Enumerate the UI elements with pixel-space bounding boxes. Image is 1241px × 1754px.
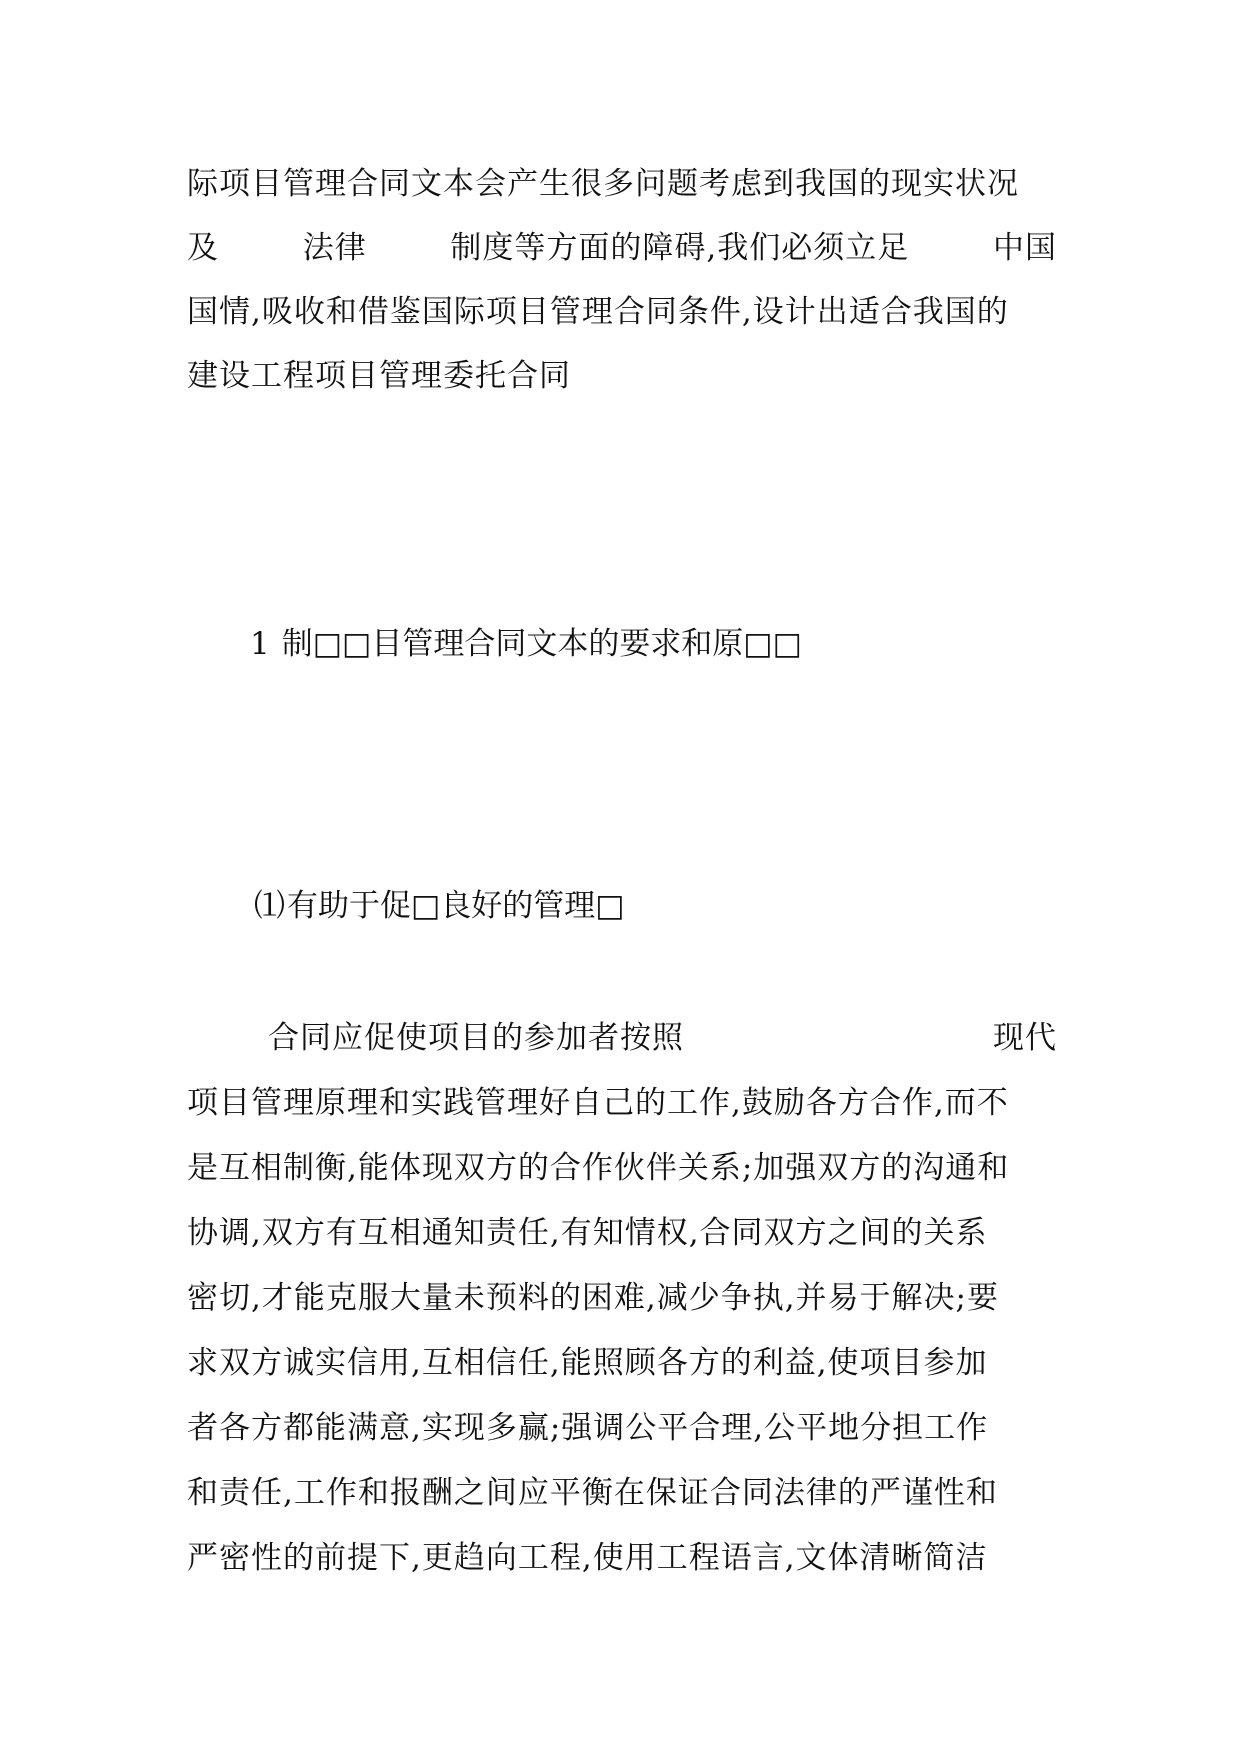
section-title: 制□□目管理合同文本的要求和原□□ xyxy=(281,626,802,662)
body-line-1-part-1: 合同应促使项目的参加者按照 xyxy=(268,1020,684,1056)
body-line-9: 严密性的前提下,更趋向工程,使用工程语言,文体清晰简洁 xyxy=(187,1540,988,1576)
intro-line-2-part-4: 中国 xyxy=(992,230,1057,266)
subsection-number: ⑴ xyxy=(254,888,285,924)
intro-line-4: 建设工程项目管理委托合同 xyxy=(187,358,571,394)
body-line-7: 者各方都能满意,实现多赢;强调公平合理,公平地分担工作 xyxy=(187,1410,989,1446)
intro-line-2-part-1: 及 xyxy=(187,230,219,266)
body-line-1 xyxy=(268,1016,1057,1060)
body-line-2: 项目管理原理和实践管理好自己的工作,鼓励各方合作,而不 xyxy=(187,1085,1009,1121)
section-heading xyxy=(250,622,802,666)
body-line-4: 协调,双方有互相通知责任,有知情权,合同双方之间的关系 xyxy=(187,1215,988,1251)
body-line-8: 和责任,工作和报酬之间应平衡在保证合同法律的严谨性和 xyxy=(187,1475,998,1511)
section-number: 1 xyxy=(250,626,270,662)
body-line-1-part-2: 现代 xyxy=(993,1020,1057,1056)
intro-line-2 xyxy=(187,226,1057,270)
subsection-title: 有助于促□良好的管理□ xyxy=(287,888,625,924)
subsection-heading xyxy=(254,884,625,928)
body-line-6: 求双方诚实信用,互相信任,能照顾各方的利益,使项目参加 xyxy=(187,1345,988,1381)
intro-line-3: 国情,吸收和借鉴国际项目管理合同条件,设计出适合我国的 xyxy=(187,294,1009,330)
intro-line-1: 际项目管理合同文本会产生很多问题考虑到我国的现实状况 xyxy=(187,166,1019,202)
body-line-3: 是互相制衡,能体现双方的合作伙伴关系;加强双方的沟通和 xyxy=(187,1150,1010,1186)
body-line-5: 密切,才能克服大量未预料的困难,减少争执,并易于解决;要 xyxy=(187,1280,1000,1316)
intro-line-2-part-3: 制度等方面的障碍,我们必须立足 xyxy=(450,230,910,266)
intro-line-2-part-2: 法律 xyxy=(302,230,367,266)
